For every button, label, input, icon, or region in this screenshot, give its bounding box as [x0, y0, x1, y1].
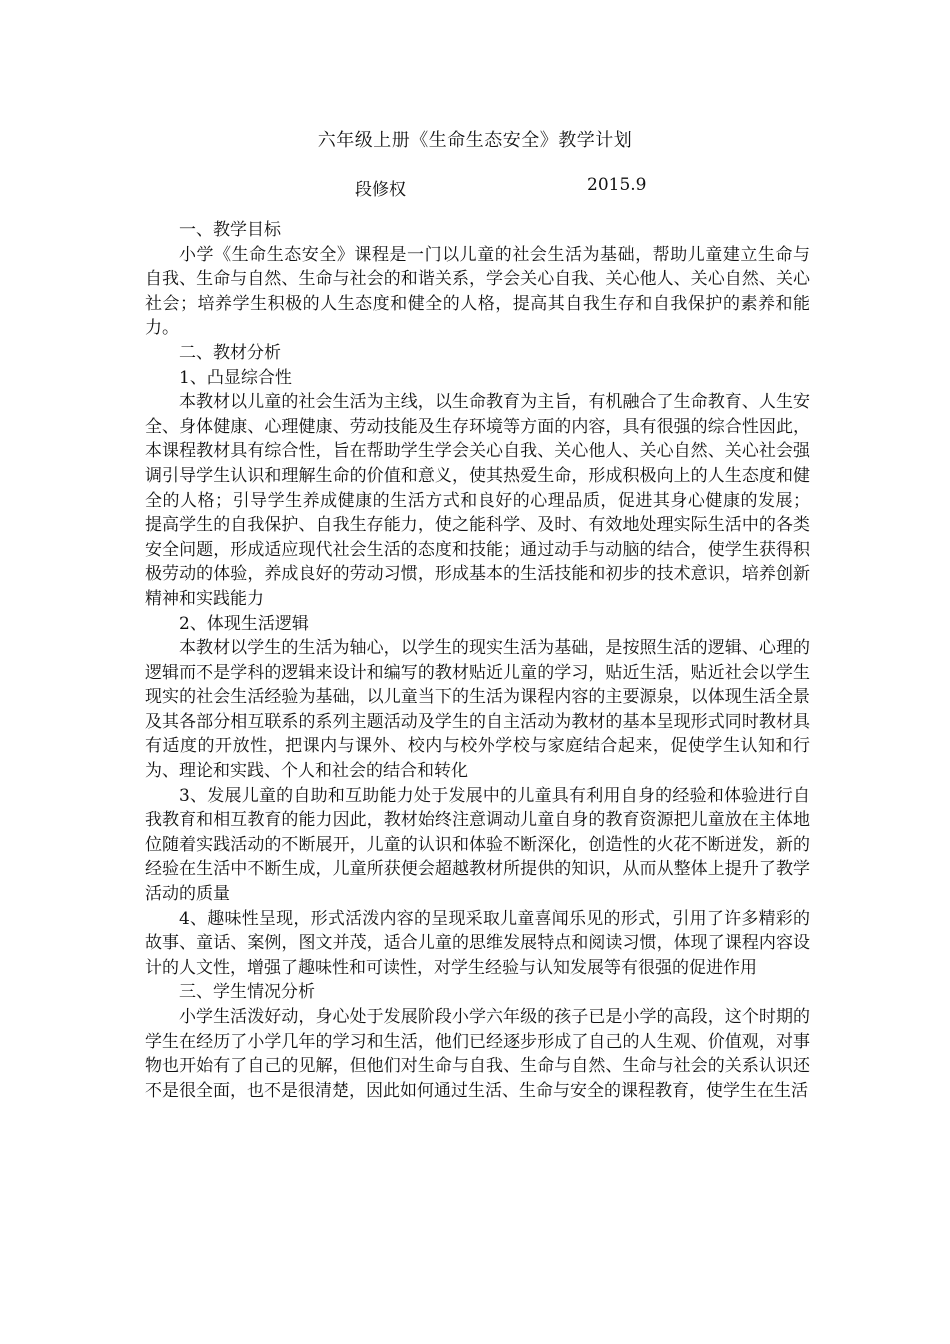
author-name: 段修权 [355, 180, 406, 200]
section-heading-students: 三、学生情况分析 [179, 982, 315, 1003]
subheading-life-logic: 2、体现生活逻辑 [179, 613, 309, 634]
paragraph-goals: 小学《生命生态安全》课程是一门以儿童的社会生活为基础，帮助儿童建立生命与 自我、生命与自然、生命与社会的和谐关系，学会关心自我、关心他人、关心自然、关心社会；培养学生积极的人生态度和健全的人格，提高其自我生存和自我保护的素养和能力。 [145, 244, 810, 339]
section-heading-materials: 二、教材分析 [179, 342, 281, 363]
paragraph-comprehensive: 本教材以儿童的社会生活为主线，以生命教育为主旨，有机融合了生命教育、人生安全、身体健康、心理健康、劳动技能及生存环境等方面的内容，具有很强的综合性因此，本课程教材具有综合性，旨在帮助学生学会关心自我、关心他人、关心自然、关心社会强调引导学生认识和理解生命的价值和意义，使其热爱生命，形成积极向上的人生态度和健全的人格；引导学生养成健康的生活方式和良好的心理品质，促进其身心健康的发展； 提高学生的自我保护、自我生存能力，使之能科学、及时、有效地处理实际生活中的各类安全问题，形成适应现代社会生活的态度和技能；通过动手与动脑的结合，使学生获得积极劳动的体验，养成良好的劳动习惯，形成基本的生活技能和初步的技术意识，培养创新精神和实践能力 [145, 392, 810, 609]
subheading-comprehensive: 1、凸显综合性 [179, 367, 292, 388]
document-title: 六年级上册《生命生态安全》教学计划 [317, 130, 633, 151]
paragraph-self-help: 3、发展儿童的自助和互助能力处于发展中的儿童具有利用自身的经验和体验进行自我教育和相互教育的能力因此，教材始终注意调动儿童自身的教育资源把儿童放在主体地位随着实践活动的不断展开，儿童的认识和体验不断深化，创造性的火花不断迸发，新的经验在生活中不断生成，儿童所获便会超越教材所提供的知识，从而从整体上提升了教学活动的质量 [145, 785, 810, 905]
document-date: 2015.9 [587, 175, 647, 195]
document-body [145, 218, 810, 1103]
section-heading-goals: 一、教学目标 [179, 220, 281, 240]
paragraph-students: 小学生活泼好动，身心处于发展阶段小学六年级的孩子已是小学的高段，这个时期的学生在经历了小学几年的学习和生活，他们已经逐步形成了自己的人生观、价值观，对事物也开始有了自己的见解，但他们对生命与自我、生命与自然、生命与社会的关系认识还不是很全面，也不是很清楚，因此如何通过生活、生命与安全的课程教育，使学生在生活 [145, 1007, 810, 1101]
paragraph-life-logic: 本教材以学生的生活为轴心，以学生的现实生活为基础，是按照生活的逻辑、心理的逻辑而不是学科的逻辑来设计和编写的教材贴近儿童的学习，贴近生活，贴近社会以学生现实的社会生活经验为基础，以儿童当下的生活为课程内容的主要源泉，以体现生活全景及其各部分相互联系的系列主题活动及学生的自主活动为教材的基本呈现形式同时教材具有适度的开放性，把课内与课外、校内与校外学校与家庭结合起来，促使学生认知和行为、理论和实践、个人和社会的结合和转化 [145, 638, 810, 782]
paragraph-interest: 4、趣味性呈现，形式活泼内容的呈现采取儿童喜闻乐见的形式，引用了许多精彩的故事、童话、案例，图文并茂，适合儿童的思维发展特点和阅读习惯，体现了课程内容设计的人文性，增强了趣味性和可读性，对学生经验与认知发展等有很强的促进作用 [145, 908, 810, 978]
